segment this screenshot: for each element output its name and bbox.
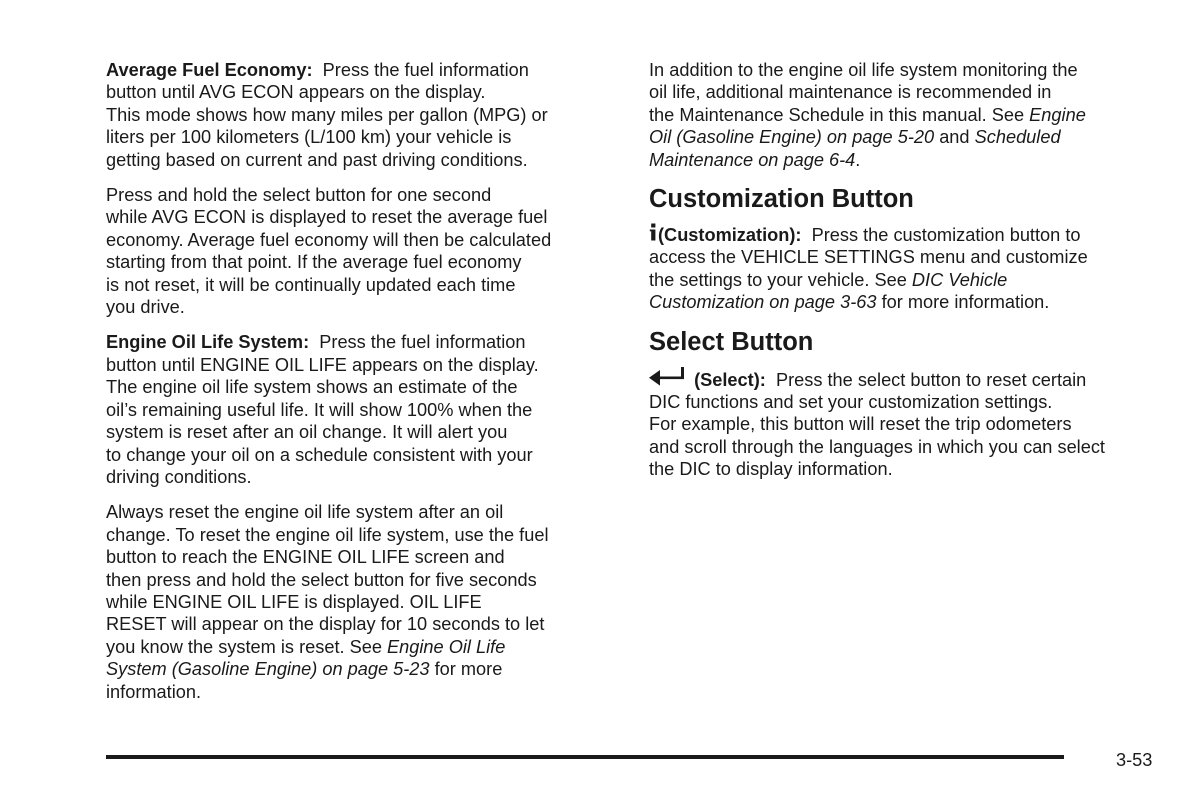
- cross-reference-link[interactable]: Engine: [1029, 104, 1086, 125]
- paragraph-line: RESET will appear on the display for 10 seconds to let: [106, 614, 545, 635]
- select-paragraph: [649, 366, 1169, 481]
- paragraph-line: [649, 104, 1169, 126]
- paragraph-text: for more: [434, 659, 503, 680]
- paragraph-text: Press the fuel information: [322, 60, 529, 80]
- cross-reference-link[interactable]: Oil (Gasoline Engine) on page 5-20: [649, 127, 935, 148]
- paragraph-line: you drive.: [106, 297, 185, 318]
- paragraph-line: button until AVG ECON appears on the display.: [106, 82, 486, 103]
- paragraph-line: and scroll through the languages in which you can select: [649, 436, 1105, 457]
- reset-average-paragraph: [106, 184, 616, 318]
- paragraph-line: [106, 636, 616, 658]
- paragraph-text: Press the customization button to: [811, 225, 1081, 246]
- paragraph-line: getting based on current and past driving conditions.: [106, 149, 528, 170]
- paragraph-line: [649, 126, 1169, 148]
- enter-arrow-icon: [649, 366, 689, 386]
- select-lead: (Select):: [694, 369, 766, 390]
- paragraph-line: oil life, additional maintenance is recommended in: [649, 82, 1052, 103]
- paragraph-text: you know the system is reset. See: [106, 636, 382, 657]
- paragraph-line: button to reach the ENGINE OIL LIFE screen and: [106, 547, 505, 568]
- paragraph-line: then press and hold the select button for five seconds: [106, 569, 537, 590]
- paragraph-text: .: [855, 149, 861, 170]
- engine-oil-life-paragraph: [106, 331, 616, 488]
- paragraph-line: [106, 59, 616, 81]
- paragraph-line: starting from that point. If the average fuel economy: [106, 252, 522, 273]
- paragraph-line: liters per 100 kilometers (L/100 km) your vehicle is: [106, 127, 512, 148]
- paragraph-line: the DIC to display information.: [649, 459, 893, 480]
- paragraph-line: change. To reset the engine oil life system, use the fuel: [106, 524, 549, 545]
- paragraph-text: the Maintenance Schedule in this manual. See: [649, 104, 1025, 125]
- paragraph-line: [649, 223, 1169, 246]
- paragraph-line: In addition to the engine oil life system monitoring the: [649, 60, 1078, 80]
- additional-maintenance-paragraph: [649, 59, 1169, 171]
- right-column: [649, 59, 1169, 494]
- paragraph-line: system is reset after an oil change. It will alert you: [106, 422, 508, 443]
- customization-paragraph: [649, 223, 1169, 314]
- paragraph-line: [106, 658, 616, 680]
- cross-reference-link[interactable]: System (Gasoline Engine) on page 5-23: [106, 659, 430, 680]
- page-number: 3-53: [1116, 750, 1153, 770]
- paragraph-line: is not reset, it will be continually updated each time: [106, 274, 516, 295]
- paragraph-line: economy. Average fuel economy will then be calculated: [106, 229, 552, 250]
- customization-button-heading: Customization Button: [649, 185, 914, 214]
- paragraph-line: driving conditions.: [106, 466, 252, 487]
- paragraph-text: and: [939, 127, 970, 148]
- paragraph-line: This mode shows how many miles per gallon (MPG) or: [106, 104, 548, 125]
- paragraph-line: [106, 331, 616, 353]
- paragraph-line: button until ENGINE OIL LIFE appears on the display.: [106, 354, 539, 375]
- paragraph-line: to change your oil on a schedule consistent with your: [106, 444, 533, 465]
- engine-oil-life-lead: Engine Oil Life System:: [106, 332, 310, 353]
- cross-reference-link[interactable]: Scheduled: [974, 127, 1061, 148]
- paragraph-text: the settings to your vehicle. See: [649, 269, 907, 290]
- paragraph-text: Press the select button to reset certain: [775, 369, 1087, 390]
- paragraph-line: information.: [106, 681, 202, 702]
- left-column: [106, 59, 616, 716]
- cross-reference-link[interactable]: Customization on page 3-63: [649, 292, 877, 313]
- paragraph-line: while AVG ECON is displayed to reset the average fuel: [106, 207, 548, 228]
- avg-fuel-economy-paragraph: [106, 59, 616, 171]
- select-button-heading: Select Button: [649, 327, 814, 356]
- paragraph-line: [649, 269, 1169, 291]
- paragraph-text: Press the fuel information: [319, 332, 526, 353]
- paragraph-line: [649, 366, 1169, 391]
- paragraph-line: Press and hold the select button for one second: [106, 185, 492, 206]
- paragraph-text: for more information.: [881, 292, 1050, 313]
- paragraph-line: For example, this button will reset the trip odometers: [649, 414, 1072, 435]
- cross-reference-link[interactable]: Engine Oil Life: [387, 636, 506, 657]
- paragraph-line: while ENGINE OIL LIFE is displayed. OIL LIFE: [106, 591, 482, 612]
- paragraph-line: oil’s remaining useful life. It will show 100% when the: [106, 399, 533, 420]
- paragraph-line: DIC functions and set your customization settings.: [649, 392, 1053, 413]
- customization-lead: (Customization):: [658, 225, 802, 246]
- paragraph-line: [649, 149, 1169, 171]
- footer-rule: [106, 755, 1064, 759]
- paragraph-line: The engine oil life system shows an estimate of the: [106, 377, 518, 398]
- reset-oil-life-paragraph: [106, 501, 616, 703]
- paragraph-line: Always reset the engine oil life system after an oil: [106, 502, 504, 523]
- avg-fuel-economy-lead: Average Fuel Economy:: [106, 60, 313, 80]
- paragraph-line: access the VEHICLE SETTINGS menu and customize: [649, 247, 1088, 268]
- cross-reference-link[interactable]: DIC Vehicle: [911, 269, 1008, 290]
- cross-reference-link[interactable]: Maintenance on page 6-4: [649, 149, 856, 170]
- info-i-icon: [649, 223, 658, 241]
- paragraph-line: [649, 291, 1169, 313]
